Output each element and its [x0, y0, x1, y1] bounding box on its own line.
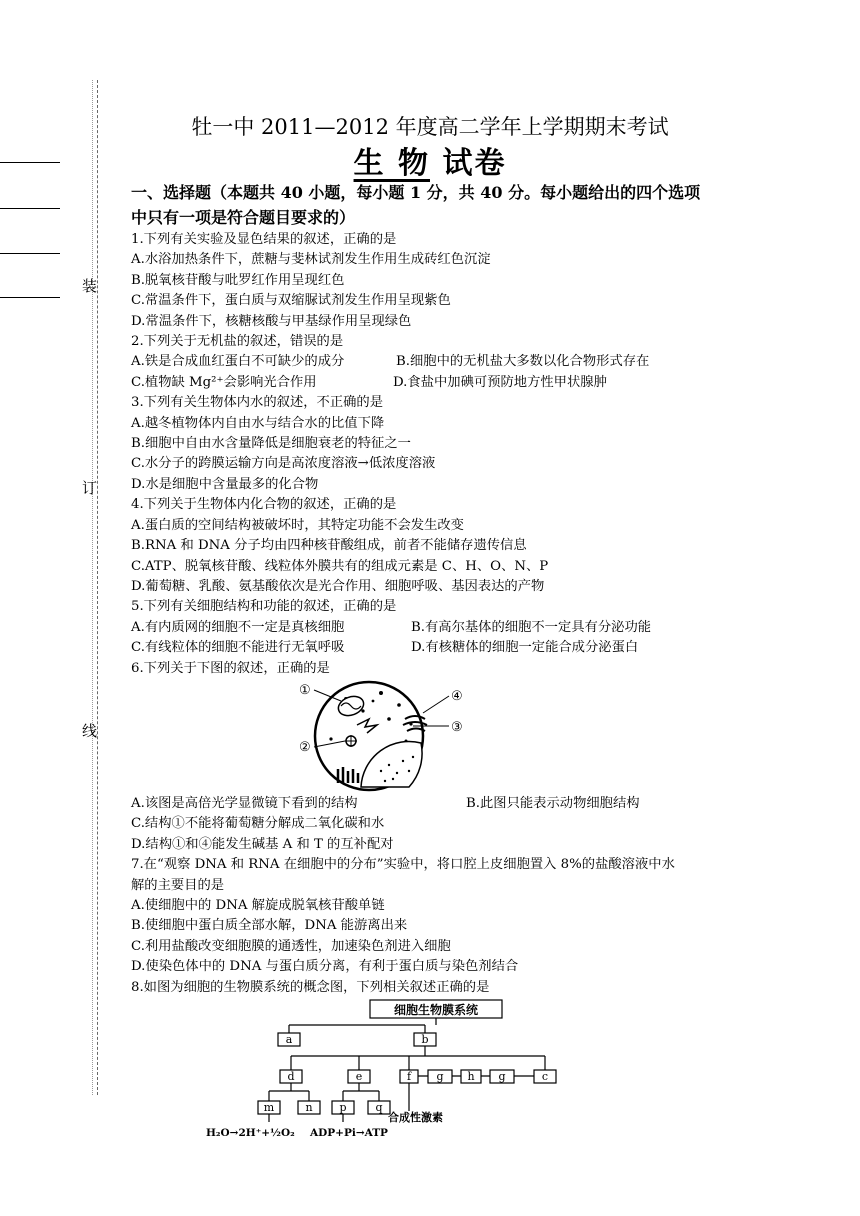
- option[interactable]: D.结构①和④能发生碱基 A 和 T 的互补配对: [131, 836, 394, 852]
- option-row: [131, 618, 771, 638]
- node-g2: g: [498, 1070, 506, 1083]
- option[interactable]: A.有内质网的细胞不一定是真核细胞: [131, 619, 345, 635]
- question-stem: 1.下列有关实验及显色结果的叙述，正确的是: [131, 232, 397, 247]
- option[interactable]: A.铁是合成血红蛋白不可缺少的成分: [131, 354, 345, 370]
- option-row: [131, 638, 771, 658]
- question-stem: 2.下列关于无机盐的叙述，错误的是: [131, 334, 344, 350]
- option[interactable]: C.水分子的跨膜运输方向是高浓度溶液→低浓度溶液: [131, 456, 436, 472]
- node-n: n: [305, 1101, 313, 1114]
- margin-char-zhuang: 装: [82, 277, 98, 295]
- option[interactable]: C.利用盐酸改变细胞膜的通透性，加速染色剂进入细胞: [131, 938, 451, 954]
- option-row: [131, 794, 771, 814]
- option[interactable]: D.有核糖体的细胞一定能合成分泌蛋白: [411, 640, 639, 656]
- question-stem: 8.如图为细胞的生物膜系统的概念图，下列相关叙述正确的是: [131, 979, 490, 995]
- binding-line-dotted: [92, 80, 93, 1095]
- node-h: h: [467, 1070, 475, 1083]
- node-b: b: [421, 1033, 429, 1046]
- subject-suffix: 试卷: [430, 146, 507, 181]
- option[interactable]: D.使染色体中的 DNA 与蛋白质分离，有利于蛋白质与染色剂结合: [131, 959, 519, 975]
- option[interactable]: A.水浴加热条件下，蔗糖与斐林试剂发生作用生成砖红色沉淀: [131, 252, 491, 268]
- figure-label-1: ①: [299, 682, 311, 698]
- option[interactable]: B.RNA 和 DNA 分子均由四种核苷酸组成，前者不能储存遗传信息: [131, 538, 527, 554]
- option[interactable]: C.结构①不能将葡萄糖分解成二氧化碳和水: [131, 816, 385, 832]
- question-stem-cont: 解的主要目的是: [131, 877, 225, 893]
- node-c: c: [541, 1070, 549, 1083]
- exam-title: 牡一中 2011—2012 年度高二学年上学期期末考试: [191, 115, 669, 139]
- diagram-eq2: ADP+Pi→ATP: [310, 1127, 388, 1139]
- option[interactable]: A.使细胞中的 DNA 解旋成脱氧核苷酸单链: [131, 897, 385, 913]
- option-row: [131, 352, 771, 372]
- question-stem: 7.在“观察 DNA 和 RNA 在细胞中的分布”实验中，将口腔上皮细胞置入 8%的盐酸溶液中水: [131, 857, 675, 873]
- node-a: a: [285, 1033, 293, 1046]
- figure-label-2: ②: [299, 739, 311, 755]
- diagram-note: 合成性激素: [388, 1111, 443, 1124]
- option[interactable]: B.此图只能表示动物细胞结构: [466, 795, 640, 811]
- node-m: m: [263, 1101, 275, 1114]
- exam-subject: [0, 138, 860, 182]
- section-heading-line1: 一、选择题（本题共 40 小题，每小题 1 分，共 40 分。每小题给出的四个选项: [131, 183, 701, 202]
- node-p: p: [339, 1101, 347, 1114]
- question-stem: 3.下列有关生物体内水的叙述，不正确的是: [131, 395, 384, 411]
- option[interactable]: C.ATP、脱氧核苷酸、线粒体外膜共有的组成元素是 C、H、O、N、P: [131, 558, 549, 574]
- option[interactable]: B.脱氧核苷酸与吡罗红作用呈现红色: [131, 272, 345, 288]
- option[interactable]: D.葡萄糖、乳酸、氨基酸依次是光合作用、细胞呼吸、基因表达的产物: [131, 578, 545, 594]
- option[interactable]: D.食盐中加碘可预防地方性甲状腺肿: [393, 374, 607, 390]
- margin-char-xian: 线: [82, 722, 98, 740]
- option[interactable]: D.常温条件下，核糖核酸与甲基绿作用呈现绿色: [131, 313, 412, 329]
- node-g: g: [436, 1070, 444, 1083]
- question-stem: 6.下列关于下图的叙述，正确的是: [131, 660, 330, 676]
- option[interactable]: B.细胞中自由水含量降低是细胞衰老的特征之一: [131, 436, 411, 452]
- figure-label-4: ④: [451, 688, 463, 704]
- binding-line: [97, 80, 98, 1095]
- number-blank[interactable]: [0, 253, 60, 254]
- figure-label-3: ③: [451, 719, 463, 735]
- section-heading-line2: 中只有一项是符合题目要求的）: [131, 208, 356, 227]
- question-list: [131, 230, 771, 998]
- subject-name: 生 物: [353, 146, 430, 181]
- option[interactable]: B.使细胞中蛋白质全部水解，DNA 能游离出来: [131, 918, 408, 934]
- cell-diagram: [131, 679, 771, 794]
- class-blank[interactable]: [0, 208, 60, 209]
- node-e: e: [355, 1070, 363, 1083]
- option[interactable]: B.有高尔基体的细胞不一定具有分泌功能: [411, 619, 652, 635]
- diagram-eq1: H₂O→2H⁺+½O₂: [206, 1127, 295, 1139]
- node-f: f: [406, 1070, 412, 1083]
- option[interactable]: A.越冬植物体内自由水与结合水的比值下降: [131, 415, 385, 431]
- option[interactable]: B.细胞中的无机盐大多数以化合物形式存在: [396, 354, 650, 370]
- question-stem: 5.下列有关细胞结构和功能的叙述，正确的是: [131, 599, 397, 615]
- cell-figure: [131, 679, 771, 794]
- option[interactable]: A.该图是高倍光学显微镜下看到的结构: [131, 795, 358, 811]
- option[interactable]: C.常温条件下，蛋白质与双缩脲试剂发生作用呈现紫色: [131, 293, 451, 309]
- option[interactable]: C.有线粒体的细胞不能进行无氧呼吸: [131, 640, 345, 656]
- option[interactable]: A.蛋白质的空间结构被破坏时，其特定功能不会发生改变: [131, 517, 464, 533]
- score-blank[interactable]: [0, 297, 60, 298]
- node-d: d: [287, 1070, 295, 1083]
- option[interactable]: C.植物缺 Mg²⁺会影响光合作用: [131, 374, 317, 390]
- membrane-concept-diagram: [200, 996, 580, 1141]
- option-row: [131, 373, 771, 393]
- option[interactable]: D.水是细胞中含量最多的化合物: [131, 476, 319, 492]
- node-q: q: [375, 1101, 383, 1114]
- question-stem: 4.下列关于生物体内化合物的叙述，正确的是: [131, 497, 397, 513]
- diagram-root: 细胞生物膜系统: [393, 1003, 479, 1017]
- margin-char-ding: 订: [82, 479, 98, 497]
- section-heading: [131, 180, 771, 230]
